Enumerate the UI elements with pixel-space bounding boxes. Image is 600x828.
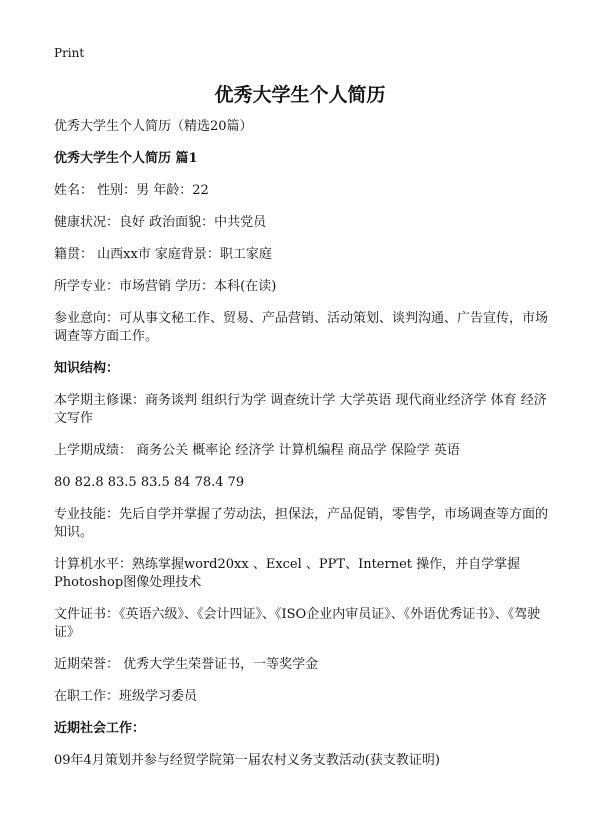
document-body bbox=[54, 118, 554, 784]
paragraph: 计算机水平：熟练掌握word20xx 、Excel 、PPT、Internet 操作，并自学掌握Photoshop图像处理技术 bbox=[54, 557, 521, 590]
paragraph: 专业技能：先后自学并掌握了劳动法，担保法，产品促销，零售学，市场调查等方面的知识。 bbox=[54, 507, 549, 540]
paragraph: 在职工作：班级学习委员 bbox=[54, 689, 198, 704]
paragraph: 上学期成绩： 商务公关 概率论 经济学 计算机编程 商品学 保险学 英语 bbox=[54, 443, 460, 458]
paragraph: 所学专业：市场营销 学历：本科(在读) bbox=[54, 279, 277, 294]
page-title: 优秀大学生个人简历 bbox=[214, 84, 386, 106]
paragraph: 80 82.8 83.5 83.5 84 78.4 79 bbox=[54, 475, 245, 490]
section-heading: 知识结构： bbox=[54, 361, 120, 376]
paragraph: 姓名： 性别：男 年龄：22 bbox=[54, 183, 209, 198]
paragraph: 健康状况：良好 政治面貌：中共党员 bbox=[54, 215, 267, 230]
paragraph: 优秀大学生个人简历（精选20篇） bbox=[54, 119, 253, 134]
paragraph: 参业意向：可从事文秘工作、贸易、产品营销、活动策划、谈判沟通、广告宣传，市场调查等方面工作。 bbox=[54, 311, 549, 344]
paragraph: 文件证书：《英语六级》、《会计四证》、《ISO企业内审员证》、《外语优秀证书》、《驾驶证》 bbox=[54, 607, 541, 640]
paragraph: 09年4月策划并参与经贸学院第一届农村义务支教活动(获支教证明) bbox=[54, 753, 440, 768]
paragraph: 本学期主修课：商务谈判 组织行为学 调查统计学 大学英语 现代商业经济学 体育 经济文写作 bbox=[54, 393, 547, 426]
paragraph: 近期荣誉： 优秀大学生荣誉证书，一等奖学金 bbox=[54, 657, 319, 672]
print-label: Print bbox=[54, 46, 85, 60]
section-heading: 近期社会工作： bbox=[54, 721, 146, 736]
paragraph: 籍贯： 山西xx市 家庭背景：职工家庭 bbox=[54, 247, 272, 262]
section-heading: 优秀大学生个人简历 篇1 bbox=[54, 151, 198, 166]
